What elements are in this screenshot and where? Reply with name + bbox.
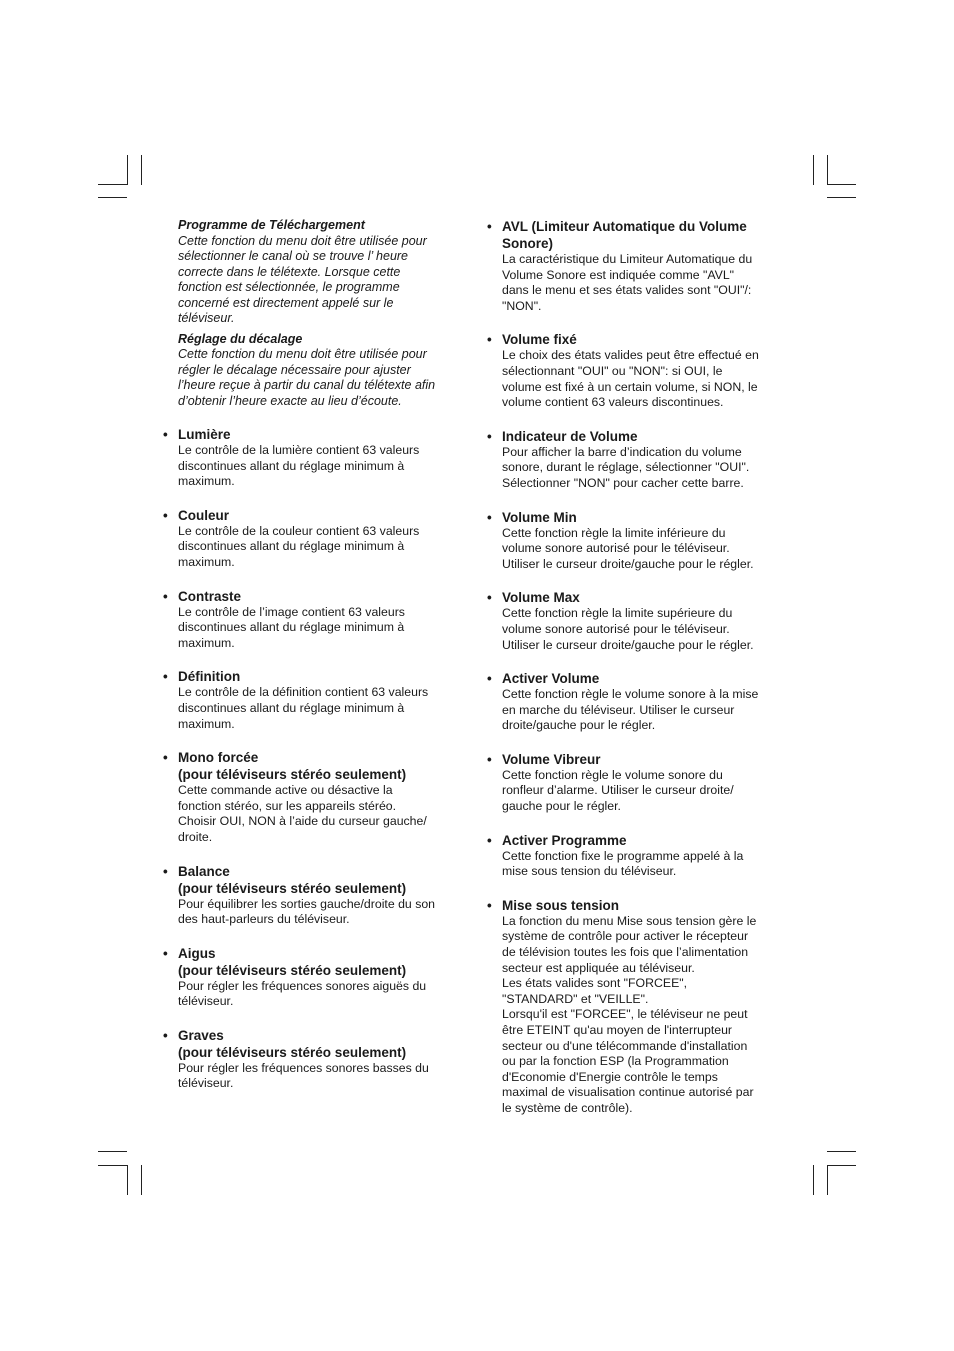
entry-avl [487, 218, 792, 314]
entry-lumiere [163, 426, 468, 490]
bullet: • [163, 507, 168, 523]
entry-title: AVL (Limiteur Automatique du Volume Sonore) [502, 219, 747, 251]
crop-mark [127, 155, 128, 185]
crop-mark [827, 184, 856, 185]
entry-title: Couleur [178, 507, 230, 523]
entry-text: Pour régler les fréquences sonores basses du téléviseur. [178, 1060, 429, 1091]
crop-mark [141, 155, 142, 185]
entry-title: Indicateur de Volume [502, 428, 638, 444]
bullet: • [163, 427, 168, 442]
entry-text: La caractéristique du Limiteur Automatique du Volume Sonore est indiquée comme "AVL" dans le menu et ses états valides sont "OUI"/: "NON". [502, 252, 753, 313]
entry-title: Activer Programme [502, 832, 627, 848]
bullet: • [487, 832, 492, 848]
entry-title: Contraste [178, 588, 242, 604]
left-column [163, 218, 468, 1109]
entry-title: Mise sous tension [502, 897, 620, 913]
entry-mono-forcee [163, 749, 468, 845]
entry-title: Volume Min [502, 509, 577, 525]
bullet: • [163, 863, 168, 879]
entry-text: Cette fonction règle la limite inférieure du volume sonore autorisé pour le téléviseur. Utiliser le curseur droite/gauche pour le régler. [502, 525, 754, 571]
entry-text: Pour équilibrer les sorties gauche/droite du son des haut-parleurs du téléviseur. [178, 896, 436, 927]
entry-text: Pour afficher la barre d’indication du volume sonore, durant le réglage, sélectionner "OUI". Sélectionner "NON" pour cacher cette barre. [502, 444, 750, 490]
entry-title: Volume Max [502, 590, 580, 606]
intro-download-program [178, 218, 468, 327]
entry-title: Balance (pour téléviseurs stéréo seulement) [178, 863, 407, 896]
entry-text: Le contrôle de l’image contient 63 valeurs discontinues allant du réglage minimum à maximum. [178, 604, 405, 650]
entry-mise-sous-tension [487, 897, 792, 1117]
crop-mark [98, 184, 127, 185]
entry-definition [163, 668, 468, 732]
entry-title: Mono forcée (pour téléviseurs stéréo seulement) [178, 750, 407, 783]
bullet: • [487, 897, 492, 913]
bullet: • [163, 1027, 168, 1043]
entry-activer-volume [487, 670, 792, 734]
entry-text: Le contrôle de la lumière contient 63 valeurs discontinues allant du réglage minimum à maximum. [178, 443, 420, 489]
entry-graves [163, 1027, 468, 1092]
entry-text: Cette fonction règle la limite supérieure du volume sonore autorisé pour le téléviseur. Utiliser le curseur droite/gauche pour le régler. [502, 606, 754, 652]
bullet: • [487, 332, 492, 348]
entry-title: Volume Vibreur [502, 751, 601, 767]
entry-text: Cette fonction règle le volume sonore à la mise en marche du téléviseur. Utiliser le curseur droite/gauche pour le régler. [502, 687, 759, 733]
entry-text: Cette fonction fixe le programme appelé à la mise sous tension du téléviseur. [502, 848, 744, 879]
entry-title: Définition [178, 669, 241, 685]
crop-mark [141, 1165, 142, 1195]
entry-volume-fixe [487, 331, 792, 410]
bullet: • [163, 669, 168, 685]
entry-title: Volume fixé [502, 332, 577, 348]
entry-text: Le contrôle de la couleur contient 63 valeurs discontinues allant du réglage minimum à maximum. [178, 523, 420, 569]
crop-mark [827, 1165, 828, 1195]
crop-mark [827, 1151, 856, 1152]
entry-volume-vibreur [487, 751, 792, 815]
crop-mark [827, 1165, 856, 1166]
crop-mark [813, 155, 814, 185]
entry-title: Lumière [178, 427, 231, 442]
entry-text: Le choix des états valides peut être effectué en sélectionnant "OUI" ou "NON": si OUI, le volume est fixé à un certain volume, si NON, le volume contient 63 valeurs discontinues. [502, 348, 759, 410]
crop-mark [827, 155, 828, 185]
bullet: • [487, 590, 492, 606]
entry-indicateur-volume [487, 428, 792, 492]
entry-text: Cette commande active ou désactive la fonction stéréo, sur les appareils stéréo. Choisir OUI, NON à l’aide du curseur gauche/ droite. [178, 783, 427, 844]
entry-title: Aigus (pour téléviseurs stéréo seulement) [178, 945, 407, 978]
entry-text: Le contrôle de la définition contient 63 valeurs discontinues allant du réglage minimum à maximum. [178, 685, 429, 731]
entry-balance [163, 863, 468, 928]
entry-title: Activer Volume [502, 671, 600, 687]
entry-volume-max [487, 589, 792, 653]
bullet: • [487, 428, 492, 444]
intro-title: Programme de Téléchargement [178, 218, 365, 232]
bullet: • [163, 588, 168, 604]
bullet: • [163, 945, 168, 961]
entry-volume-min [487, 509, 792, 573]
intro-offset-setting [178, 332, 468, 410]
bullet: • [487, 671, 492, 687]
entry-couleur [163, 507, 468, 571]
entry-activer-programme [487, 832, 792, 880]
crop-mark [98, 197, 127, 198]
crop-mark [98, 1151, 127, 1152]
entry-title: Graves (pour téléviseurs stéréo seulement) [178, 1027, 407, 1060]
entry-text: La fonction du menu Mise sous tension gère le système de contrôle pour activer le récepteur de télévision toutes les fois que l’alimentation secteur est appliquée au téléviseur. Les états valides sont "FORCEE", "STANDARD" et "VEILLE". Lorsqu'il est "FORCEE", le téléviseur ne peut être ETEINT qu'au moyen de l'interrupteur secteur ou d'une télécommande d'installation ou par la fonction ESP (la Programmation d'Economie d'Energie contrôle le temps maximal de visualisation continue autorisé par le système de contrôle). [502, 913, 757, 1115]
crop-mark [127, 1165, 128, 1195]
crop-mark [827, 197, 856, 198]
intro-text: Cette fonction du menu doit être utilisée pour sélectionner le canal où se trouve l’ heure correcte dans le télétexte. Lorsque cette fonction est sélectionnée, le programme concerné est directement appelé sur le téléviseur. [178, 233, 427, 325]
crop-mark [813, 1165, 814, 1195]
entry-contraste [163, 588, 468, 652]
entry-text: Pour régler les fréquences sonores aiguës du téléviseur. [178, 978, 427, 1009]
intro-text: Cette fonction du menu doit être utilisée pour régler le décalage nécessaire pour ajuster l’heure reçue à partir du canal du télétexte afin d’obtenir l’heure exacte au lieu d’écoute. [178, 347, 436, 408]
intro-title: Réglage du décalage [178, 331, 303, 346]
bullet: • [487, 509, 492, 525]
bullet: • [487, 219, 492, 234]
entry-text: Cette fonction règle le volume sonore du ronfleur d’alarme. Utiliser le curseur droite/ gauche pour le régler. [502, 767, 734, 814]
crop-mark [98, 1165, 127, 1166]
bullet: • [163, 750, 168, 766]
right-column [487, 218, 792, 1134]
bullet: • [487, 751, 492, 767]
entry-aigus [163, 945, 468, 1010]
